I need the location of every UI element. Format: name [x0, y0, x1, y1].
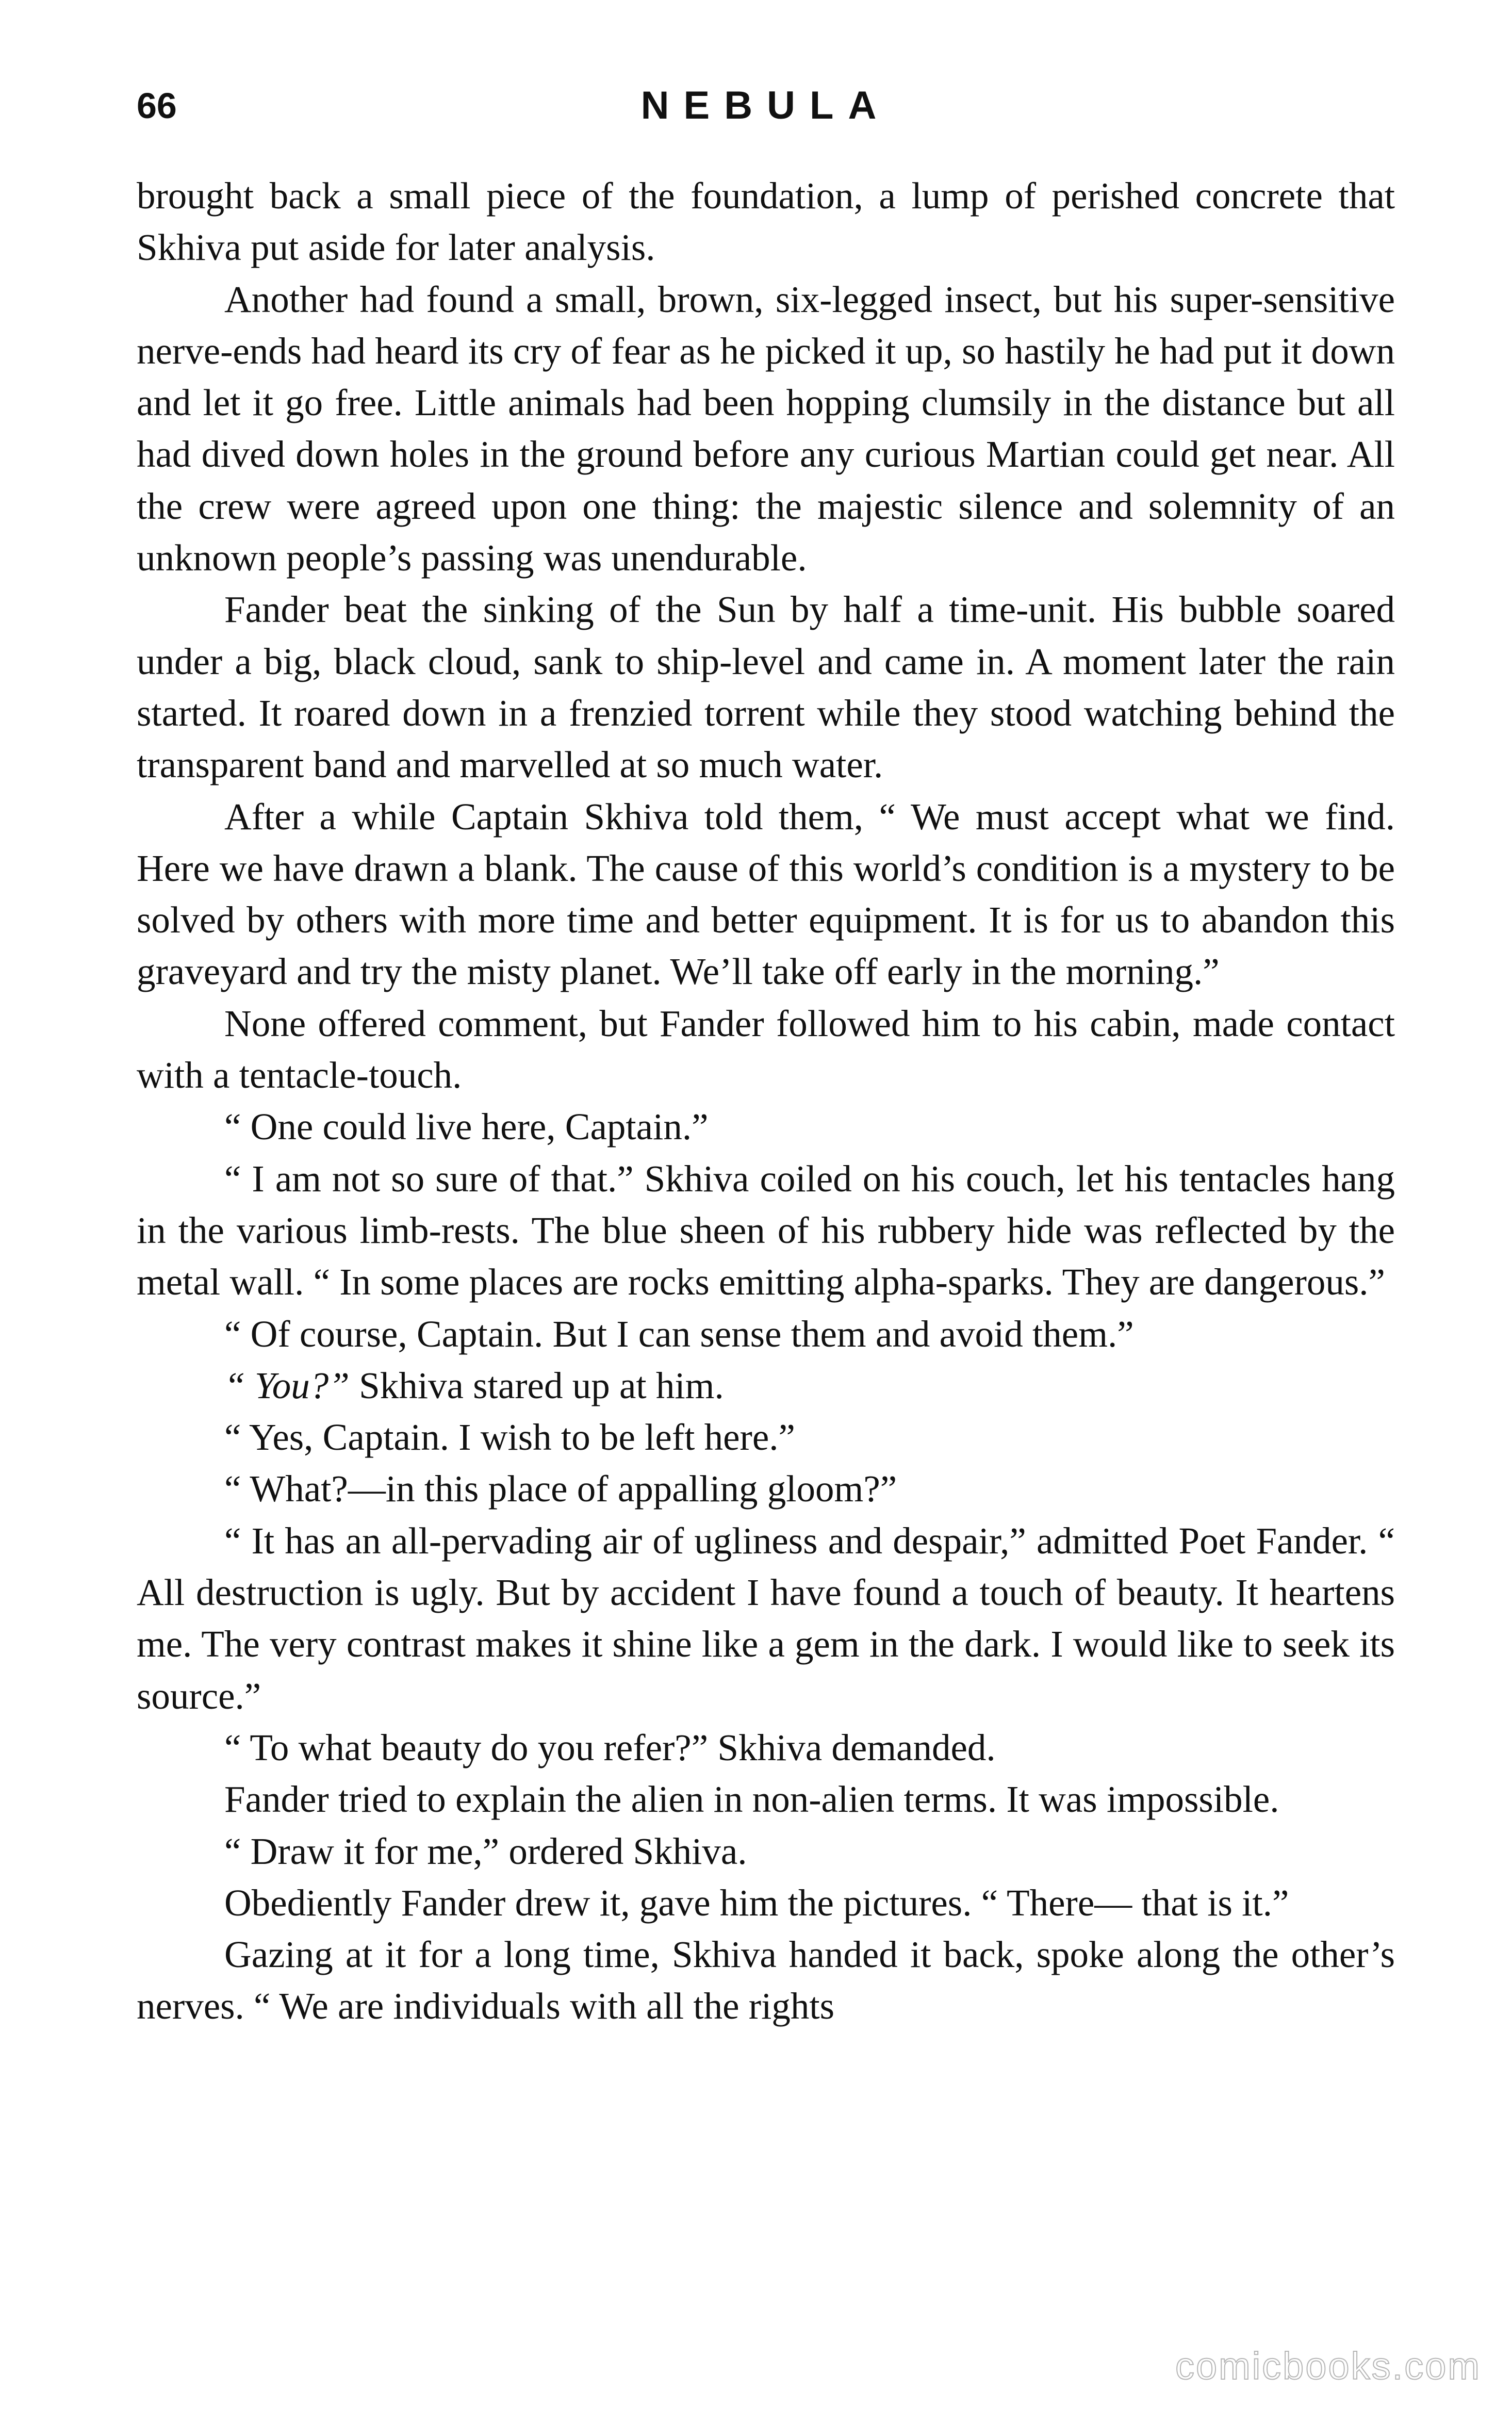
paragraph: “ It has an all-pervading air of ugliness and despair,” admitted Poet Fander. “ All destruction is ugly. But by accident I have found a touch of beauty. It heartens me. The very contrast makes it shine like a gem in the dark. I would like to seek its source.”	[137, 1519, 1395, 1717]
page-header	[137, 77, 1395, 134]
paragraph: Gazing at it for a long time, Skhiva handed it back, spoke along the other’s nerves. “ We are individuals with all the rights	[137, 1934, 1395, 2027]
paragraph: “ I am not so sure of that.” Skhiva coiled on his couch, let his tentacles hang in the various limb-rests. The blue sheen of his rubbery hide was reflected by the metal wall. “ In some places are rocks emitting alpha-sparks. They are dangerous.”	[137, 1157, 1395, 1303]
body-text	[137, 170, 1395, 2033]
paragraph: After a while Captain Skhiva told them, “ We must accept what we find. Here we have drawn a blank. The cause of this world’s condition is a mystery to be solved by others with more time and better equipment. It is for us to abandon this graveyard and try the misty planet. We’ll take off early in the morning.”	[137, 795, 1395, 993]
paragraph: “ Yes, Captain. I wish to be left here.”	[224, 1416, 795, 1459]
paragraph: Another had found a small, brown, six-legged insect, but his super-sensitive nerve-ends had heard its cry of fear as he picked it up, so hastily he had put it down and let it go free. Little animals had been hopping clumsily in the distance but all had dived down holes in the ground before any curious Martian could get near. All the crew were agreed upon one thing: the majestic silence and solemnity of an unknown people’s passing was unendurable.	[137, 278, 1395, 579]
paragraph-text: Skhiva stared up at him.	[349, 1364, 724, 1406]
page-number: 66	[137, 86, 177, 126]
watermark: comicbooks.com	[1175, 2345, 1481, 2387]
paragraph: “ What?—in this place of appalling gloom?”	[224, 1468, 897, 1510]
running-head-title: NEBULA	[640, 84, 891, 127]
paragraph: brought back a small piece of the foundation, a lump of perished concrete that Skhiva put aside for later analysis.	[137, 175, 1395, 269]
italic-lead: “ You?”	[224, 1364, 350, 1406]
paragraph: None offered comment, but Fander followed him to his cabin, made contact with a tentacle-touch.	[137, 1002, 1395, 1096]
paragraph: “ One could live here, Captain.”	[224, 1106, 709, 1148]
paragraph: Fander beat the sinking of the Sun by half a time-unit. His bubble soared under a big, black cloud, sank to ship-level and came in. A moment later the rain started. It roared down in a frenzied torrent while they stood watching behind the transparent band and marvelled at so much water.	[137, 588, 1395, 786]
paragraph: Obediently Fander drew it, gave him the pictures. “ There— that is it.”	[224, 1881, 1289, 1924]
paragraph	[137, 1360, 1395, 1412]
paragraph: “ To what beauty do you refer?” Skhiva demanded.	[224, 1726, 996, 1768]
paragraph: Fander tried to explain the alien in non-alien terms. It was impossible.	[224, 1778, 1279, 1821]
paragraph: “ Of course, Captain. But I can sense them and avoid them.”	[224, 1313, 1134, 1355]
paragraph: “ Draw it for me,” ordered Skhiva.	[224, 1830, 747, 1872]
